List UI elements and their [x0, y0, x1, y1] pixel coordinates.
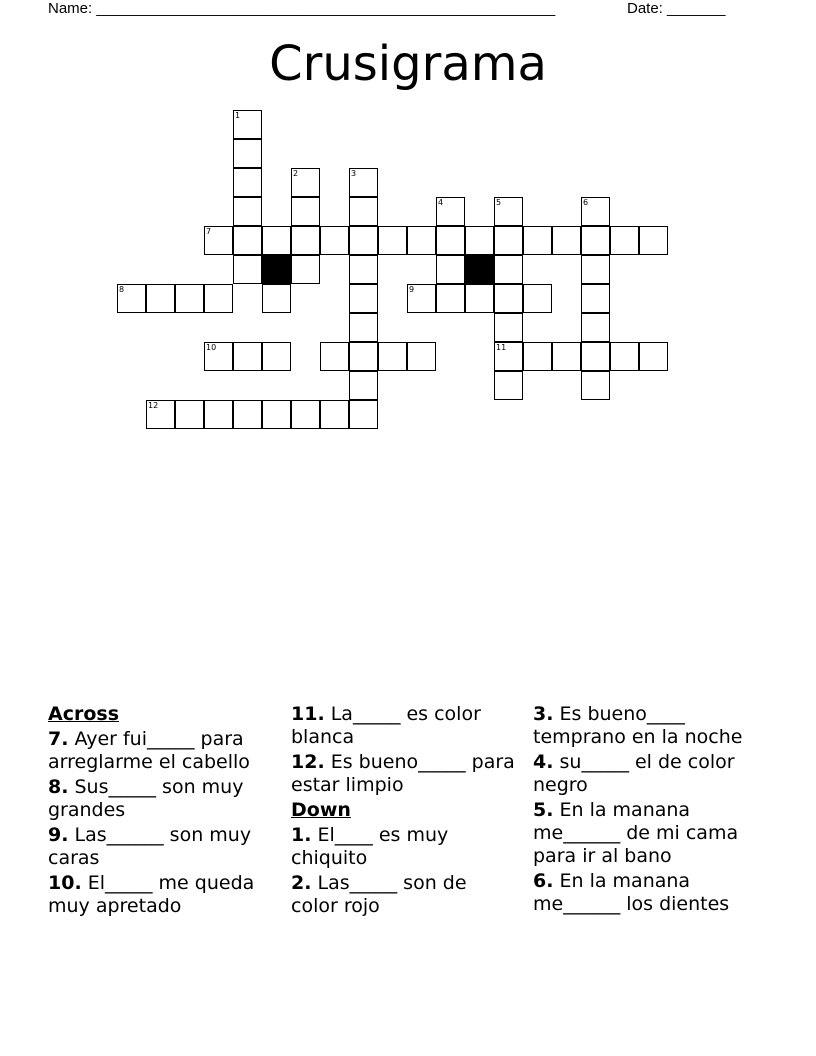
grid-cell[interactable]	[262, 400, 291, 429]
clue-text: La_____ es color blanca	[291, 703, 481, 748]
clue-across-7	[48, 728, 276, 774]
grid-cell[interactable]	[581, 342, 610, 371]
grid-cell[interactable]	[494, 226, 523, 255]
grid-cell[interactable]	[436, 226, 465, 255]
clue-number: 3.	[533, 703, 554, 725]
clue-column	[533, 703, 761, 918]
grid-cell[interactable]	[175, 284, 204, 313]
grid-cell[interactable]	[204, 342, 233, 371]
clue-number-label: 6	[583, 198, 589, 207]
grid-cell[interactable]	[523, 342, 552, 371]
name-field[interactable]: Name: _______________________________________________________	[48, 0, 556, 17]
grid-cell[interactable]	[349, 371, 378, 400]
clue-across-9	[48, 824, 276, 870]
grid-cell[interactable]	[233, 197, 262, 226]
grid-cell[interactable]	[465, 226, 494, 255]
clue-number-label: 2	[293, 169, 299, 178]
clue-down-5	[533, 799, 761, 868]
grid-cell[interactable]	[233, 139, 262, 168]
grid-cell[interactable]	[291, 400, 320, 429]
grid-cell[interactable]	[494, 255, 523, 284]
clue-down-1	[291, 824, 519, 870]
grid-cell[interactable]	[378, 226, 407, 255]
grid-cell[interactable]	[204, 400, 233, 429]
clues-section	[48, 703, 778, 963]
down-heading: Down	[291, 799, 351, 821]
clue-number-label: 1	[235, 111, 241, 120]
grid-cell[interactable]	[465, 284, 494, 313]
grid-cell[interactable]	[407, 226, 436, 255]
grid-cell[interactable]	[349, 284, 378, 313]
grid-cell[interactable]	[204, 226, 233, 255]
grid-cell[interactable]	[610, 342, 639, 371]
grid-cell[interactable]	[494, 284, 523, 313]
grid-cell[interactable]	[175, 400, 204, 429]
across-heading: Across	[48, 703, 120, 725]
clue-number-label: 3	[351, 169, 357, 178]
grid-cell[interactable]	[552, 342, 581, 371]
clue-number: 1.	[291, 824, 312, 846]
clue-text: En la manana me______ de mi cama para ir al bano	[533, 799, 739, 867]
grid-cell[interactable]	[233, 226, 262, 255]
clue-text: su_____ el de color negro	[533, 751, 735, 796]
clue-down-6	[533, 870, 761, 916]
black-cell	[465, 255, 494, 284]
clue-number-label: 7	[206, 227, 212, 236]
clue-number-label: 4	[438, 198, 444, 207]
grid-cell[interactable]	[233, 400, 262, 429]
grid-cell[interactable]	[523, 226, 552, 255]
grid-cell[interactable]	[494, 197, 523, 226]
clue-text: Sus_____ son muy grandes	[48, 776, 244, 821]
clue-number-label: 9	[409, 285, 415, 294]
grid-cell[interactable]	[320, 226, 349, 255]
clue-text: En la manana me______ los dientes	[533, 870, 730, 915]
clue-across-12	[291, 751, 519, 797]
grid-cell[interactable]	[581, 371, 610, 400]
clue-text: El____ es muy chiquito	[291, 824, 449, 869]
clue-across-11	[291, 703, 519, 749]
grid-cell[interactable]	[146, 284, 175, 313]
grid-cell[interactable]	[320, 400, 349, 429]
grid-cell[interactable]	[349, 197, 378, 226]
clue-number-label: 5	[496, 198, 502, 207]
clue-number: 9.	[48, 824, 69, 846]
grid-cell[interactable]	[639, 226, 668, 255]
grid-cell[interactable]	[262, 226, 291, 255]
clue-text: Las_____ son de color rojo	[291, 872, 467, 917]
grid-cell[interactable]	[349, 255, 378, 284]
grid-cell[interactable]	[494, 313, 523, 342]
clue-down-2	[291, 872, 519, 918]
grid-cell[interactable]	[349, 313, 378, 342]
clue-number: 12.	[291, 751, 325, 773]
grid-cell[interactable]	[262, 342, 291, 371]
grid-cell[interactable]	[494, 371, 523, 400]
grid-cell[interactable]	[581, 284, 610, 313]
grid-cell[interactable]	[552, 226, 581, 255]
grid-cell[interactable]	[262, 284, 291, 313]
clue-column	[291, 703, 519, 920]
grid-cell[interactable]	[581, 255, 610, 284]
grid-cell[interactable]	[349, 226, 378, 255]
clue-number: 11.	[291, 703, 325, 725]
clue-number: 7.	[48, 728, 69, 750]
grid-cell[interactable]	[291, 168, 320, 197]
grid-cell[interactable]	[349, 342, 378, 371]
clue-number-label: 10	[206, 343, 217, 352]
grid-cell[interactable]	[436, 255, 465, 284]
grid-cell[interactable]	[407, 284, 436, 313]
grid-cell[interactable]	[639, 342, 668, 371]
grid-cell[interactable]	[494, 342, 523, 371]
grid-cell[interactable]	[581, 226, 610, 255]
clue-number: 2.	[291, 872, 312, 894]
grid-cell[interactable]	[581, 197, 610, 226]
date-field[interactable]: Date: _______	[627, 0, 726, 17]
grid-cell[interactable]	[233, 255, 262, 284]
grid-cell[interactable]	[349, 400, 378, 429]
grid-cell[interactable]	[291, 255, 320, 284]
grid-cell[interactable]	[233, 168, 262, 197]
clue-number-label: 11	[496, 343, 507, 352]
page-title: Crusigrama	[269, 36, 547, 92]
clue-column	[48, 703, 276, 920]
clue-number: 4.	[533, 751, 554, 773]
grid-cell[interactable]	[581, 313, 610, 342]
grid-cell[interactable]	[117, 284, 146, 313]
clue-number: 10.	[48, 872, 82, 894]
grid-cell[interactable]	[204, 284, 233, 313]
grid-cell[interactable]	[349, 168, 378, 197]
grid-cell[interactable]	[320, 342, 349, 371]
clue-down-3	[533, 703, 761, 749]
clue-across-8	[48, 776, 276, 822]
clue-number: 6.	[533, 870, 554, 892]
clue-text: Ayer fui_____ para arreglarme el cabello	[48, 728, 250, 773]
clue-number-label: 12	[148, 401, 159, 410]
grid-cell[interactable]	[407, 342, 436, 371]
grid-cell[interactable]	[291, 226, 320, 255]
clue-text: Es bueno____ temprano en la noche	[533, 703, 743, 748]
grid-cell[interactable]	[610, 226, 639, 255]
clue-text: Es bueno_____ para estar limpio	[291, 751, 515, 796]
clue-down-4	[533, 751, 761, 797]
grid-cell[interactable]	[378, 342, 407, 371]
grid-cell[interactable]	[233, 110, 262, 139]
grid-cell[interactable]	[233, 342, 262, 371]
grid-cell[interactable]	[436, 284, 465, 313]
clue-text: Las______ son muy caras	[48, 824, 252, 869]
clue-text: El_____ me queda muy apretado	[48, 872, 255, 917]
grid-cell[interactable]	[523, 284, 552, 313]
crossword-grid	[0, 0, 816, 440]
grid-cell[interactable]	[146, 400, 175, 429]
clue-across-10	[48, 872, 276, 918]
black-cell	[262, 255, 291, 284]
grid-cell[interactable]	[291, 197, 320, 226]
clue-number-label: 8	[119, 285, 125, 294]
grid-cell[interactable]	[436, 197, 465, 226]
clue-number: 5.	[533, 799, 554, 821]
clue-number: 8.	[48, 776, 69, 798]
